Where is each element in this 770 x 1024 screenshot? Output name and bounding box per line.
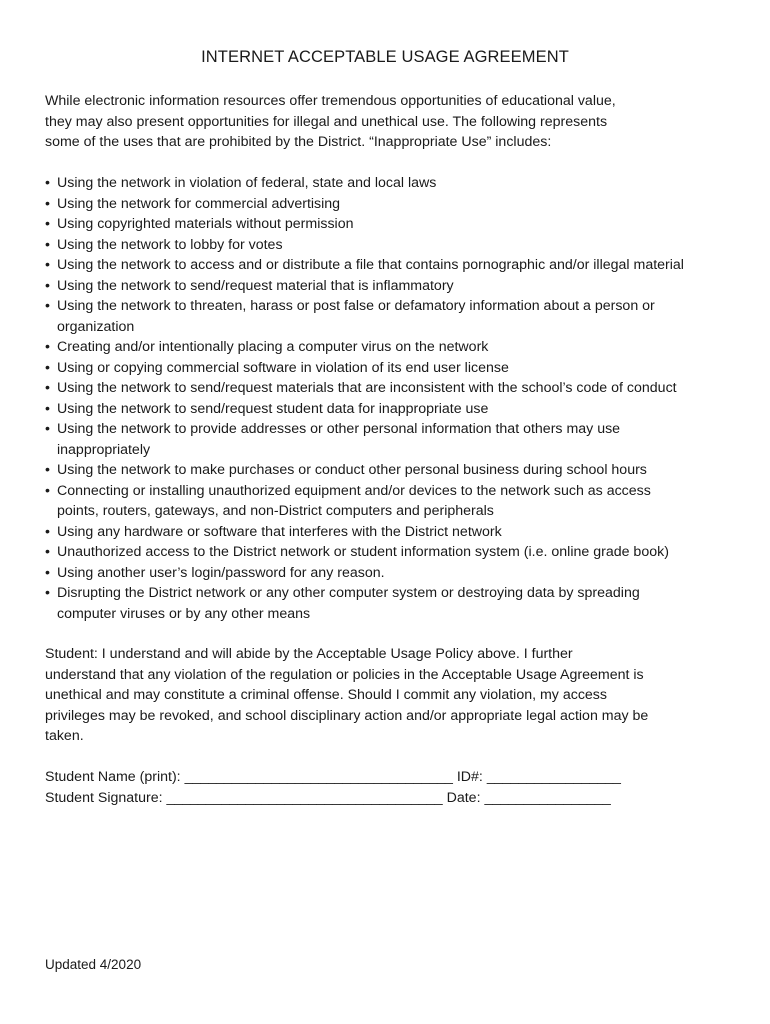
- bullet-icon: •: [45, 544, 50, 560]
- student-name-row: [45, 767, 745, 788]
- date-field[interactable]: ________________: [484, 789, 611, 806]
- list-item: [45, 563, 765, 584]
- list-item-text: Connecting or installing unauthorized equipment and/or devices to the network such as access: [57, 482, 651, 499]
- list-item-text: Using the network to make purchases or conduct other personal business during school hours: [57, 462, 647, 478]
- bullet-icon: •: [45, 564, 50, 581]
- list-item: [45, 419, 765, 460]
- list-item-text: Unauthorized access to the District network or student information system (i.e. online grade book): [57, 544, 669, 560]
- bullet-icon: •: [45, 298, 50, 314]
- bullet-icon: •: [45, 195, 50, 212]
- student-name-field[interactable]: __________________________________: [184, 769, 453, 785]
- list-item-text: Using the network to threaten, harass or post false or defamatory information about a person or: [57, 298, 655, 314]
- list-item: [45, 255, 765, 276]
- student-id-label: ID#:: [456, 769, 483, 785]
- bullet-icon: •: [45, 216, 50, 232]
- list-item: [45, 460, 765, 481]
- student-signature-label: Student Signature:: [45, 789, 163, 806]
- list-item-text: Disrupting the District network or any other computer system or destroying data by spreading: [57, 585, 640, 601]
- list-item: [45, 235, 765, 256]
- bullet-icon: •: [45, 400, 50, 417]
- list-item-text: Using copyrighted materials without permission: [57, 216, 354, 232]
- list-item: [45, 194, 765, 215]
- list-item-text: Using the network to provide addresses or other personal information that others may use: [57, 421, 621, 437]
- student-signature-row: [45, 788, 745, 809]
- list-item: [45, 583, 765, 624]
- intro-paragraph: [45, 91, 745, 153]
- bullet-icon: •: [45, 339, 50, 355]
- bullet-icon: •: [45, 175, 50, 191]
- list-item-text: Using the network in violation of federal, state and local laws: [57, 175, 437, 191]
- bullet-icon: •: [45, 421, 50, 437]
- bullet-icon: •: [45, 462, 50, 478]
- list-item-text: Using or copying commercial software in violation of its end user license: [57, 359, 509, 376]
- date-label: Date:: [446, 789, 481, 806]
- list-item-continuation: points, routers, gateways, and non-District computers and peripherals: [57, 503, 494, 519]
- bullet-icon: •: [45, 359, 50, 376]
- list-item: [45, 542, 765, 563]
- list-item: [45, 173, 765, 194]
- list-item-text: Using another user’s login/password for any reason.: [57, 564, 385, 581]
- list-item-text: Using the network to send/request materials that are inconsistent with the school’s code of conduct: [57, 380, 677, 396]
- student-name-label: Student Name (print):: [45, 769, 181, 785]
- list-item-text: Using the network for commercial advertising: [57, 195, 341, 212]
- document-title: INTERNET ACCEPTABLE USAGE AGREEMENT: [201, 48, 569, 66]
- bullet-icon: •: [45, 585, 50, 601]
- list-item-continuation: organization: [57, 318, 135, 335]
- agreement-line: taken.: [45, 728, 84, 744]
- list-item: [45, 481, 765, 522]
- agreement-line: Student: I understand and will abide by the Acceptable Usage Policy above. I further: [45, 646, 573, 662]
- bullet-icon: •: [45, 236, 50, 253]
- student-signature-field[interactable]: ___________________________________: [166, 789, 443, 806]
- list-item: [45, 522, 765, 543]
- list-item-text: Creating and/or intentionally placing a computer virus on the network: [57, 339, 489, 355]
- list-item: [45, 378, 765, 399]
- student-agreement-paragraph: [45, 644, 745, 747]
- list-item: [45, 337, 765, 358]
- list-item-text: Using the network to send/request material that is inflammatory: [57, 277, 454, 294]
- bullet-icon: •: [45, 523, 50, 540]
- list-item-text: Using the network to lobby for votes: [57, 236, 283, 253]
- list-item: [45, 296, 765, 337]
- intro-line: they may also present opportunities for illegal and unethical use. The following represents: [45, 113, 608, 130]
- list-item-text: Using any hardware or software that interferes with the District network: [57, 523, 502, 540]
- list-item: [45, 399, 765, 420]
- list-item: [45, 214, 765, 235]
- list-item-text: Using the network to send/request student data for inappropriate use: [57, 400, 489, 417]
- intro-line: While electronic information resources offer tremendous opportunities of educational value,: [45, 93, 616, 109]
- agreement-line: unethical and may constitute a criminal offense. Should I commit any violation, my access: [45, 687, 607, 703]
- list-item-continuation: inappropriately: [57, 441, 151, 458]
- bullet-icon: •: [45, 380, 50, 396]
- updated-date-footer: Updated 4/2020: [45, 957, 142, 972]
- signature-fields: [45, 767, 745, 808]
- bullet-icon: •: [45, 482, 50, 499]
- list-item: [45, 358, 765, 379]
- bullet-icon: •: [45, 257, 50, 273]
- prohibited-uses-list: [45, 173, 765, 624]
- list-item-continuation: computer viruses or by any other means: [57, 605, 311, 622]
- list-item: [45, 276, 765, 297]
- intro-line: some of the uses that are prohibited by the District. “Inappropriate Use” includes:: [45, 134, 552, 150]
- student-id-field[interactable]: _________________: [486, 769, 621, 785]
- agreement-line: privileges may be revoked, and school disciplinary action and/or appropriate legal action may be: [45, 707, 649, 724]
- list-item-text: Using the network to access and or distribute a file that contains pornographic and/or illegal material: [57, 257, 684, 273]
- agreement-line: understand that any violation of the regulation or policies in the Acceptable Usage Agreement is: [45, 666, 644, 683]
- bullet-icon: •: [45, 277, 50, 294]
